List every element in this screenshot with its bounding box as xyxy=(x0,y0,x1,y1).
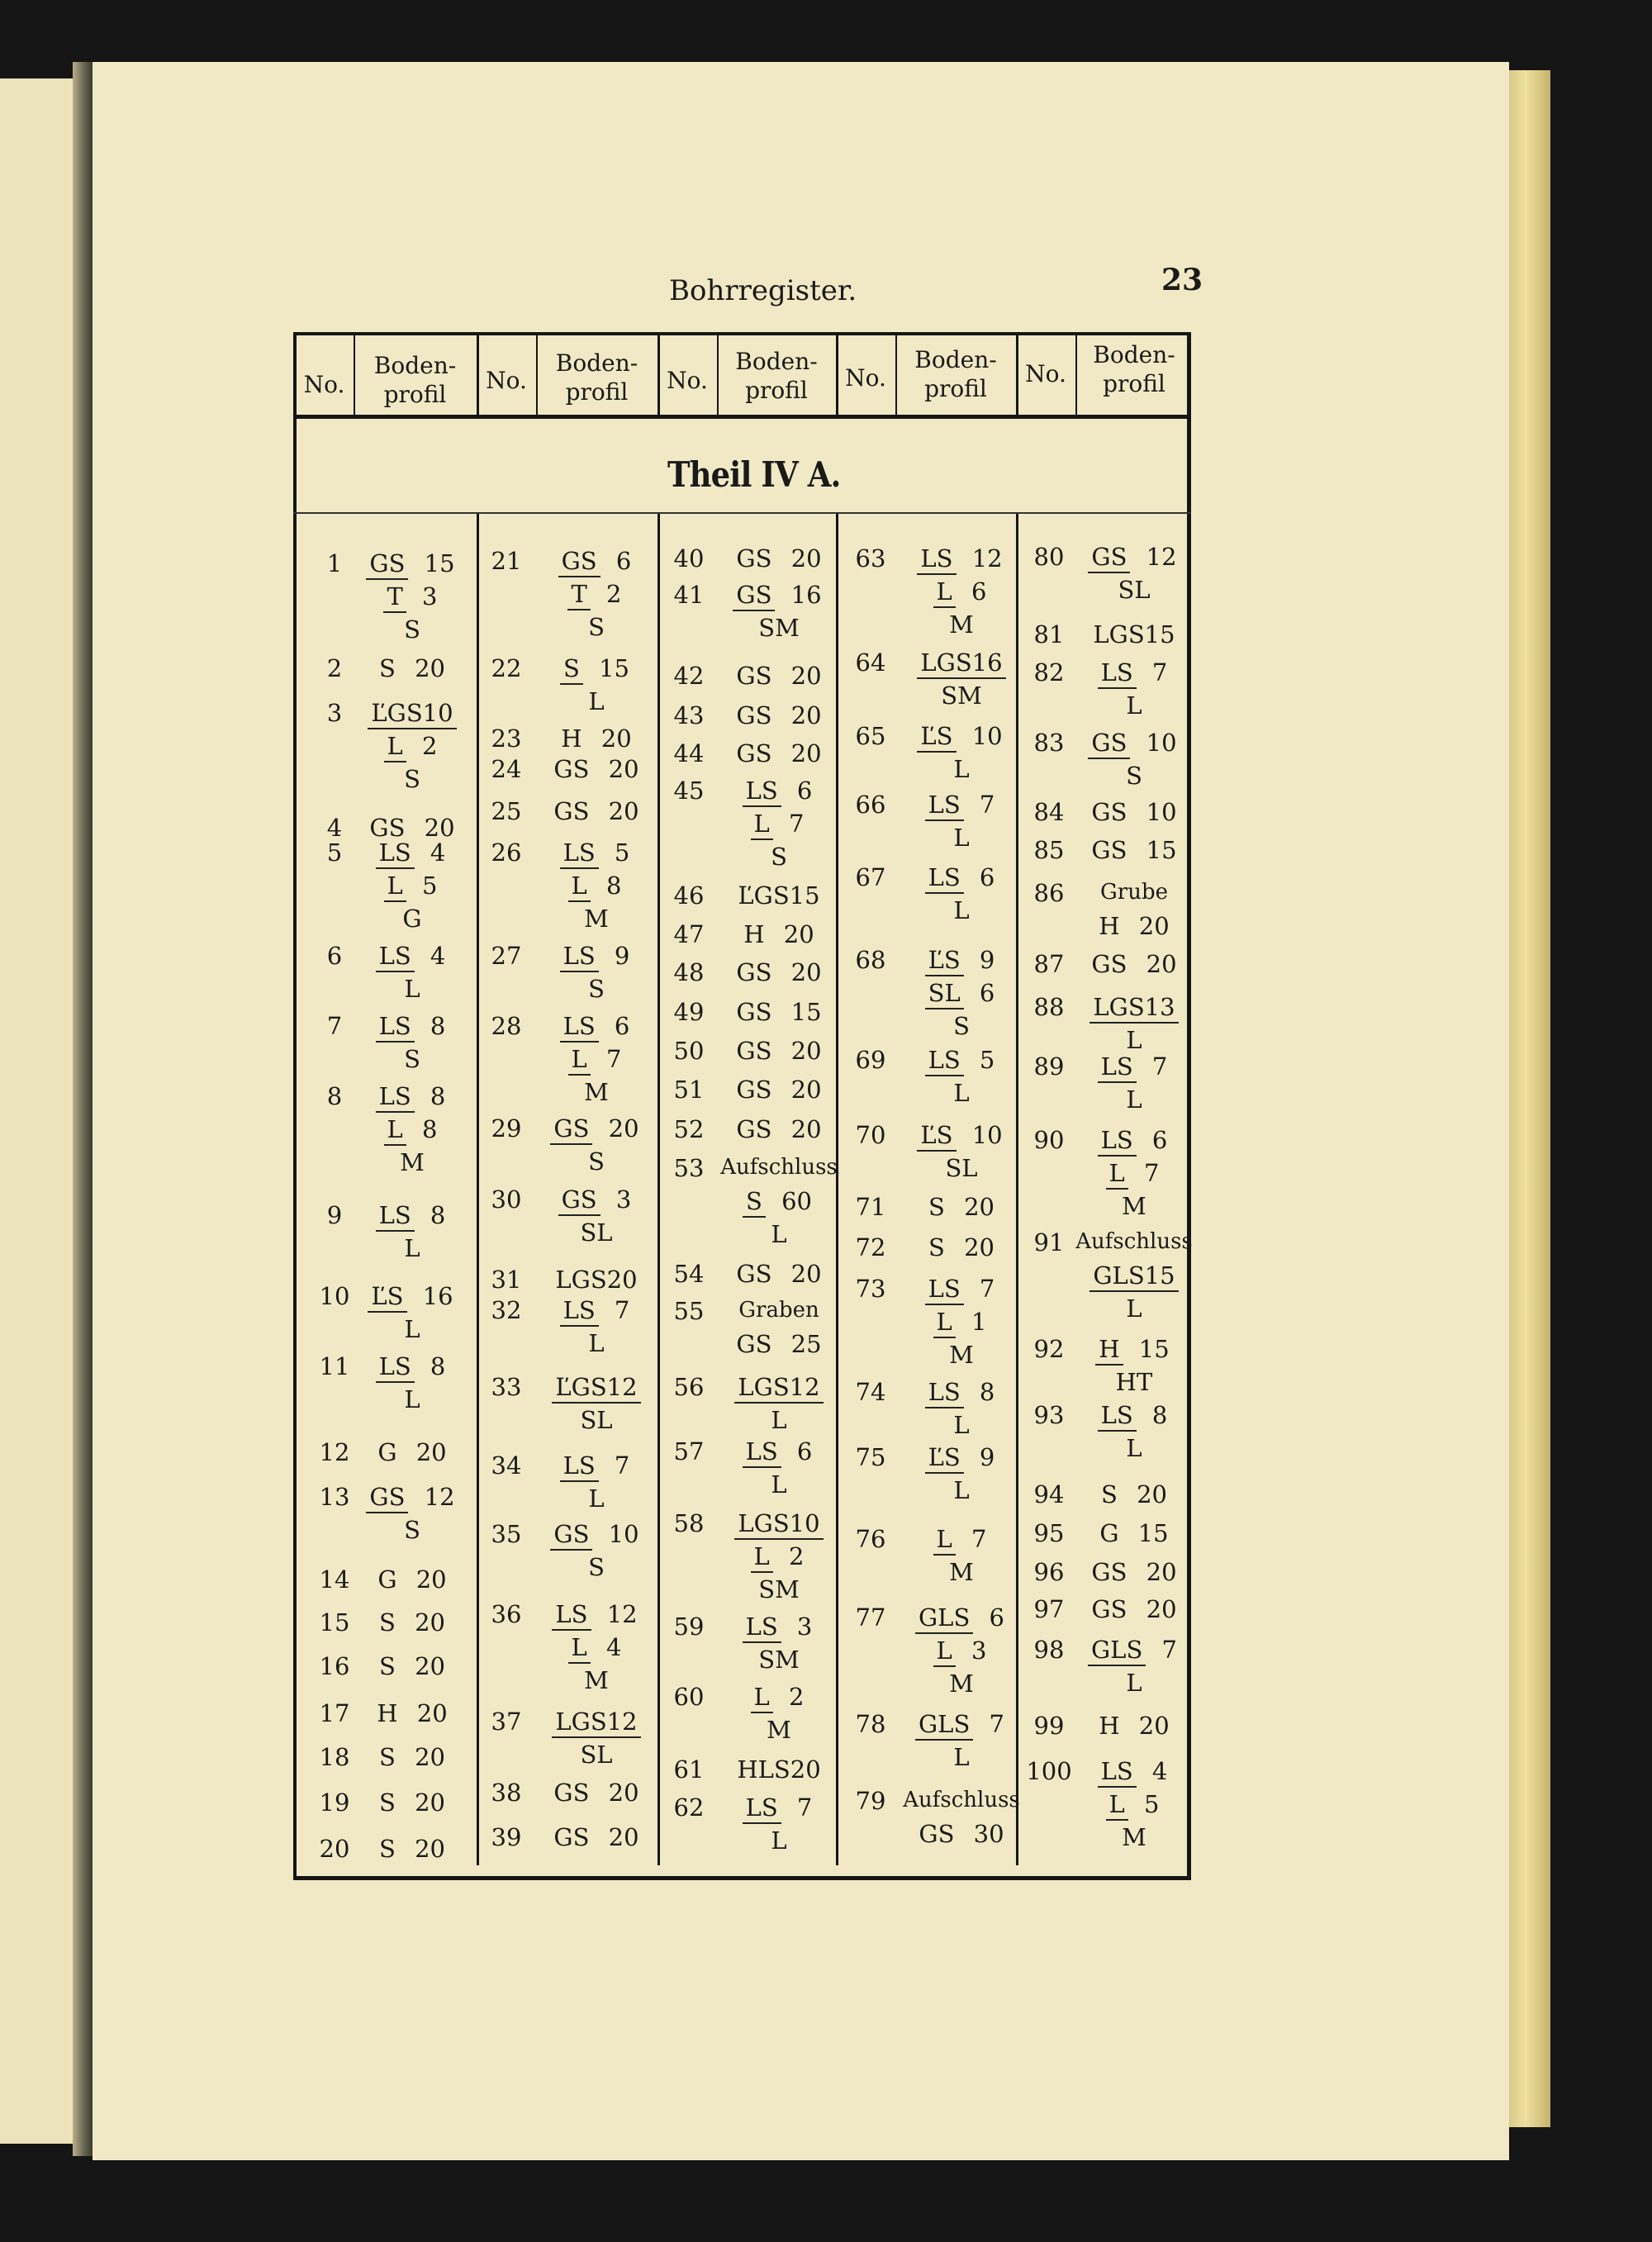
profile-layer: M xyxy=(767,1716,791,1744)
boring-number: 61 xyxy=(673,1755,705,1784)
boring-number: 99 xyxy=(1033,1712,1065,1740)
boring-number: 88 xyxy=(1033,993,1065,1021)
profile-layer: M xyxy=(949,1341,974,1369)
profile-layer: ĽS 9 xyxy=(928,1443,995,1471)
header-profil: Boden- profil xyxy=(373,352,457,408)
profile-layer: LS 8 xyxy=(928,1378,995,1406)
profile-layer: L 7 xyxy=(753,810,805,838)
profile-layer: H 20 xyxy=(743,920,814,948)
profile-layer: LS 7 xyxy=(1100,658,1168,686)
boring-number: 16 xyxy=(319,1652,350,1680)
profile-layer: LS 6 xyxy=(928,863,995,891)
profile-layer: LS 6 xyxy=(1100,1126,1168,1154)
profile-layer: M xyxy=(584,1666,609,1694)
boring-number: 75 xyxy=(855,1443,886,1471)
boring-number: 96 xyxy=(1033,1558,1065,1586)
profile-layer: ĽGS15 xyxy=(738,881,820,910)
boring-number: 86 xyxy=(1033,879,1065,907)
header-profil: Boden- profil xyxy=(914,346,997,402)
profile-note: Aufschluss xyxy=(903,1788,1020,1812)
profile-layer: L xyxy=(1126,691,1142,720)
profile-layer: HT xyxy=(1115,1368,1153,1396)
profile-layer: L 2 xyxy=(753,1683,805,1711)
boring-number: 25 xyxy=(491,797,522,825)
boring-number: 24 xyxy=(491,755,522,783)
profile-layer: L 5 xyxy=(387,872,438,900)
boring-number: 12 xyxy=(319,1438,350,1466)
profile-layer: L 8 xyxy=(571,872,622,900)
profile-layer: SL xyxy=(580,1741,613,1769)
profile-layer: S 20 xyxy=(379,1608,445,1636)
profile-layer: S 20 xyxy=(379,654,445,682)
profile-layer: GS 20 xyxy=(736,739,822,767)
profile-layer: H 20 xyxy=(377,1699,448,1727)
boring-number: 71 xyxy=(855,1193,886,1221)
profile-layer: L xyxy=(953,755,970,783)
profile-layer: H 20 xyxy=(1099,912,1170,940)
profile-layer: LS 6 xyxy=(745,777,813,805)
section-title: Theil IV A. xyxy=(667,454,841,495)
profile-layer: L xyxy=(953,1411,970,1439)
profile-layer: L xyxy=(404,1315,420,1343)
boring-number: 13 xyxy=(319,1483,350,1511)
profile-layer: M xyxy=(1122,1823,1146,1851)
profile-layer: S xyxy=(404,765,420,793)
profile-layer: L xyxy=(953,824,970,852)
profile-note: Aufschluss xyxy=(720,1155,838,1180)
boring-number: 45 xyxy=(673,777,705,805)
boring-number: 91 xyxy=(1033,1228,1065,1256)
profile-layer: L xyxy=(588,1484,605,1513)
profile-layer: SL xyxy=(1118,576,1151,604)
profile-layer: S 20 xyxy=(379,1652,445,1680)
profile-layer: LGS12 xyxy=(738,1373,820,1401)
profile-layer: GS 20 xyxy=(1091,950,1177,978)
boring-number: 4 xyxy=(326,814,343,842)
profile-layer: S 60 xyxy=(746,1187,812,1215)
profile-layer: L xyxy=(953,1476,970,1504)
boring-number: 28 xyxy=(491,1012,522,1040)
boring-number: 90 xyxy=(1033,1126,1065,1154)
profile-layer: L 5 xyxy=(1108,1790,1160,1818)
boring-number: 29 xyxy=(491,1114,522,1142)
boring-number: 6 xyxy=(326,942,343,970)
section-rule xyxy=(293,512,1191,514)
profile-layer: ĽS 10 xyxy=(920,722,1003,750)
profile-layer: LS 7 xyxy=(563,1296,630,1324)
boring-number: 9 xyxy=(326,1201,343,1229)
page-edges xyxy=(1509,70,1550,2127)
boring-number: 64 xyxy=(855,648,886,677)
profile-layer: S xyxy=(1126,762,1142,790)
boring-number: 77 xyxy=(855,1603,886,1632)
profile-layer: M xyxy=(949,1558,974,1586)
boring-number: 3 xyxy=(326,699,343,727)
profile-layer: LGS13 xyxy=(1093,993,1175,1021)
profile-layer: L xyxy=(1126,1669,1142,1697)
profile-layer: GS 12 xyxy=(369,1483,455,1511)
boring-number: 37 xyxy=(491,1708,522,1736)
profile-layer: L 1 xyxy=(936,1308,987,1336)
profile-layer: L xyxy=(404,1385,420,1413)
profile-layer: L xyxy=(771,1406,787,1434)
profile-layer: M xyxy=(400,1148,425,1176)
profile-layer: GS 10 xyxy=(553,1520,639,1548)
boring-number: 17 xyxy=(319,1699,350,1727)
boring-number: 97 xyxy=(1033,1595,1065,1623)
header-profil: Boden- profil xyxy=(555,349,638,406)
profile-layer: LS 7 xyxy=(928,1275,995,1303)
left-page-edge xyxy=(0,78,76,2144)
profile-layer: GS 20 xyxy=(553,1823,639,1851)
profile-layer: L 7 xyxy=(571,1045,622,1073)
profile-layer: S xyxy=(588,613,605,641)
profile-layer: SM xyxy=(758,614,800,642)
profile-layer: LGS10 xyxy=(738,1509,820,1537)
profile-layer: L xyxy=(953,1743,970,1771)
profile-layer: LS 5 xyxy=(563,838,630,867)
boring-number: 59 xyxy=(673,1613,705,1641)
boring-number: 30 xyxy=(491,1185,522,1214)
boring-number: 15 xyxy=(319,1608,350,1636)
header-no: No. xyxy=(667,367,708,394)
header-no: No. xyxy=(845,364,886,392)
boring-number: 14 xyxy=(319,1565,350,1594)
boring-number: 73 xyxy=(855,1275,886,1303)
profile-layer: GS 20 xyxy=(1091,1595,1177,1623)
boring-number: 92 xyxy=(1033,1335,1065,1363)
profile-layer: L 7 xyxy=(936,1525,987,1553)
profile-layer: GS 20 xyxy=(736,701,822,729)
profile-layer: SL xyxy=(945,1154,978,1182)
profile-layer: SM xyxy=(758,1646,800,1674)
profile-layer: H 20 xyxy=(1099,1712,1170,1740)
profile-layer: L 7 xyxy=(1108,1159,1160,1187)
boring-number: 57 xyxy=(673,1437,705,1465)
profile-layer: L xyxy=(404,975,420,1003)
boring-number: 19 xyxy=(319,1788,350,1817)
profile-layer: S xyxy=(404,615,420,644)
profile-layer: L 4 xyxy=(571,1633,622,1661)
boring-number: 83 xyxy=(1033,729,1065,757)
profile-layer: ĽS 16 xyxy=(371,1282,453,1310)
boring-number: 53 xyxy=(673,1154,705,1182)
profile-layer: S xyxy=(771,843,787,871)
profile-layer: L xyxy=(771,1220,787,1248)
profile-layer: L xyxy=(771,1826,787,1855)
boring-number: 31 xyxy=(491,1266,522,1294)
profile-layer: GLS 6 xyxy=(919,1603,1004,1632)
profile-layer: S 20 xyxy=(379,1835,445,1863)
profile-layer: S 20 xyxy=(1101,1480,1167,1508)
profile-layer: GS 20 xyxy=(736,1115,822,1143)
profile-layer: LS 8 xyxy=(378,1352,446,1380)
profile-layer: LS 7 xyxy=(745,1793,813,1822)
profile-layer: LS 12 xyxy=(555,1600,638,1628)
profile-layer: LGS20 xyxy=(555,1266,638,1294)
running-title: Bohrregister. xyxy=(669,274,857,307)
profile-layer: GS 20 xyxy=(736,1037,822,1065)
boring-number: 47 xyxy=(673,920,705,948)
boring-number: 54 xyxy=(673,1260,705,1288)
boring-number: 66 xyxy=(855,791,886,819)
boring-number: 74 xyxy=(855,1378,886,1406)
boring-number: 18 xyxy=(319,1743,350,1771)
profile-layer: HLS20 xyxy=(737,1755,821,1784)
profile-layer: LS 8 xyxy=(378,1012,446,1040)
profile-layer: H 20 xyxy=(561,724,632,753)
profile-layer: GS 20 xyxy=(553,755,639,783)
boring-number: 49 xyxy=(673,998,705,1026)
profile-layer: GS 20 xyxy=(369,814,455,842)
boring-number: 43 xyxy=(673,701,705,729)
profile-layer: LGS12 xyxy=(555,1708,638,1736)
profile-layer: L xyxy=(1126,1085,1142,1114)
profile-layer: LS 5 xyxy=(928,1046,995,1074)
profile-layer: S 20 xyxy=(928,1193,995,1221)
profile-note: Graben xyxy=(738,1298,819,1323)
profile-layer: LGS15 xyxy=(1093,620,1175,648)
boring-number: 87 xyxy=(1033,950,1065,978)
profile-layer: L xyxy=(1126,1294,1142,1323)
boring-number: 46 xyxy=(673,881,705,910)
profile-layer: L xyxy=(404,1234,420,1262)
profile-layer: L xyxy=(1126,1434,1142,1462)
profile-layer: S xyxy=(404,1045,420,1073)
profile-layer: S xyxy=(588,975,605,1003)
profile-layer: GLS 7 xyxy=(1091,1636,1177,1664)
boring-number: 7 xyxy=(326,1012,343,1040)
profile-layer: GS 20 xyxy=(736,662,822,690)
profile-layer: LS 3 xyxy=(745,1613,813,1641)
boring-number: 56 xyxy=(673,1373,705,1401)
profile-layer: LS 7 xyxy=(563,1451,630,1480)
boring-number: 68 xyxy=(855,946,886,974)
profile-layer: L xyxy=(588,1329,605,1357)
header-profil: Boden- profil xyxy=(735,348,818,404)
boring-number: 2 xyxy=(326,654,343,682)
profile-note: Grube xyxy=(1100,880,1168,905)
profile-layer: L xyxy=(771,1470,787,1499)
boring-number: 89 xyxy=(1033,1052,1065,1081)
profile-layer: L 2 xyxy=(753,1542,805,1570)
boring-number: 36 xyxy=(491,1600,522,1628)
profile-layer: LS 7 xyxy=(928,791,995,819)
boring-number: 23 xyxy=(491,724,522,753)
profile-layer: G 20 xyxy=(377,1565,447,1594)
profile-layer: G xyxy=(402,905,422,933)
profile-layer: LS 8 xyxy=(378,1201,446,1229)
boring-number: 51 xyxy=(673,1076,705,1104)
profile-layer: H 15 xyxy=(1099,1335,1170,1363)
profile-layer: L 8 xyxy=(387,1115,438,1143)
profile-layer: LS 6 xyxy=(745,1437,813,1465)
boring-number: 58 xyxy=(673,1509,705,1537)
profile-layer: GS 20 xyxy=(736,958,822,986)
profile-layer: G 15 xyxy=(1099,1519,1169,1547)
profile-layer: ĽGS10 xyxy=(371,699,453,727)
profile-layer: LS 12 xyxy=(920,544,1003,572)
profile-layer: G 20 xyxy=(377,1438,447,1466)
boring-number: 1 xyxy=(326,549,343,577)
boring-number: 65 xyxy=(855,722,886,750)
profile-layer: GS 20 xyxy=(553,1114,639,1142)
boring-number: 52 xyxy=(673,1115,705,1143)
profile-layer: LS 7 xyxy=(1100,1052,1168,1081)
profile-layer: LS 4 xyxy=(1100,1757,1168,1785)
boring-number: 50 xyxy=(673,1037,705,1065)
boring-number: 72 xyxy=(855,1233,886,1261)
boring-number: 62 xyxy=(673,1793,705,1822)
profile-layer: SM xyxy=(941,682,982,710)
column-rule xyxy=(477,514,479,1865)
boring-number: 70 xyxy=(855,1121,886,1149)
profile-layer: S xyxy=(404,1516,420,1544)
boring-number: 84 xyxy=(1033,798,1065,826)
profile-layer: S 20 xyxy=(379,1788,445,1817)
boring-number: 35 xyxy=(491,1520,522,1548)
profile-layer: GS 20 xyxy=(736,1260,822,1288)
boring-number: 63 xyxy=(855,544,886,572)
profile-layer: S 15 xyxy=(563,654,629,682)
profile-layer: GS 20 xyxy=(1091,1558,1177,1586)
boring-number: 41 xyxy=(673,581,705,609)
boring-number: 44 xyxy=(673,739,705,767)
profile-layer: GS 20 xyxy=(553,797,639,825)
profile-layer: T 3 xyxy=(387,582,438,610)
profile-layer: M xyxy=(584,905,609,933)
profile-layer: S xyxy=(588,1147,605,1176)
boring-number: 78 xyxy=(855,1710,886,1738)
boring-number: 94 xyxy=(1033,1480,1065,1508)
profile-layer: L 2 xyxy=(387,732,438,760)
boring-number: 8 xyxy=(326,1082,343,1110)
profile-layer: S 20 xyxy=(928,1233,995,1261)
profile-layer: GS 25 xyxy=(736,1330,822,1358)
profile-layer: SL 6 xyxy=(928,979,995,1007)
profile-layer: SL xyxy=(580,1406,613,1434)
boring-number: 21 xyxy=(491,547,522,575)
profile-layer: L xyxy=(953,896,970,924)
profile-layer: L xyxy=(588,687,605,715)
profile-layer: LS 8 xyxy=(378,1082,446,1110)
profile-layer: GS 6 xyxy=(561,547,632,575)
profile-layer: S 20 xyxy=(379,1743,445,1771)
profile-layer: ĽS 10 xyxy=(920,1121,1003,1149)
boring-number: 34 xyxy=(491,1451,522,1480)
header-profil: Boden- profil xyxy=(1093,341,1175,397)
profile-layer: S xyxy=(953,1012,970,1040)
profile-layer: GS 30 xyxy=(919,1820,1004,1848)
profile-layer: SL xyxy=(580,1218,613,1247)
profile-note: Aufschluss xyxy=(1075,1229,1193,1254)
boring-number: 81 xyxy=(1033,620,1065,648)
profile-layer: GS 15 xyxy=(369,549,455,577)
page-number: 23 xyxy=(1161,263,1203,297)
profile-layer: L 3 xyxy=(936,1636,987,1665)
profile-layer: LS 9 xyxy=(563,942,630,970)
boring-number: 33 xyxy=(491,1373,522,1401)
boring-number: 26 xyxy=(491,838,522,867)
profile-layer: M xyxy=(1122,1192,1146,1220)
boring-number: 76 xyxy=(855,1525,886,1553)
profile-layer: GS 15 xyxy=(1091,836,1177,864)
boring-number: 39 xyxy=(491,1823,522,1851)
boring-number: 93 xyxy=(1033,1401,1065,1429)
boring-number: 38 xyxy=(491,1779,522,1807)
boring-number: 32 xyxy=(491,1296,522,1324)
profile-layer: GS 10 xyxy=(1091,798,1177,826)
profile-layer: GS 12 xyxy=(1091,543,1177,571)
profile-layer: M xyxy=(584,1078,609,1106)
boring-number: 10 xyxy=(319,1282,350,1310)
profile-layer: GS 15 xyxy=(736,998,822,1026)
boring-number: 80 xyxy=(1033,543,1065,571)
header-no: No. xyxy=(486,367,527,394)
header-no: No. xyxy=(303,371,345,398)
profile-layer: LS 4 xyxy=(378,942,446,970)
profile-layer: GS 20 xyxy=(736,544,822,572)
profile-layer: GLS15 xyxy=(1093,1261,1175,1290)
boring-number: 22 xyxy=(491,654,522,682)
boring-number: 20 xyxy=(319,1835,350,1863)
profile-layer: ĽGS12 xyxy=(555,1373,638,1401)
profile-layer: S xyxy=(588,1553,605,1581)
profile-layer: SM xyxy=(758,1575,800,1603)
boring-number: 79 xyxy=(855,1787,886,1815)
profile-layer: GS 20 xyxy=(736,1076,822,1104)
profile-layer: GLS 7 xyxy=(919,1710,1004,1738)
profile-layer: L 6 xyxy=(936,577,987,606)
profile-layer: GS 20 xyxy=(553,1779,639,1807)
boring-number: 100 xyxy=(1026,1757,1072,1785)
boring-number: 85 xyxy=(1033,836,1065,864)
profile-layer: M xyxy=(949,610,974,639)
profile-layer: GS 10 xyxy=(1091,729,1177,757)
profile-layer: GS 16 xyxy=(736,581,822,609)
boring-number: 67 xyxy=(855,863,886,891)
header-no: No. xyxy=(1025,360,1066,387)
profile-layer: LS 6 xyxy=(563,1012,630,1040)
boring-number: 55 xyxy=(673,1297,705,1325)
profile-layer: ĽS 9 xyxy=(928,946,995,974)
boring-number: 48 xyxy=(673,958,705,986)
boring-number: 27 xyxy=(491,942,522,970)
profile-layer: M xyxy=(949,1670,974,1698)
profile-layer: L xyxy=(953,1079,970,1107)
profile-layer: GS 3 xyxy=(561,1185,632,1214)
boring-number: 5 xyxy=(326,838,343,867)
profile-layer: T 2 xyxy=(571,580,622,608)
boring-number: 98 xyxy=(1033,1636,1065,1664)
boring-number: 95 xyxy=(1033,1519,1065,1547)
profile-layer: L xyxy=(1126,1026,1142,1054)
profile-layer: LS 8 xyxy=(1100,1401,1168,1429)
boring-number: 42 xyxy=(673,662,705,690)
boring-number: 60 xyxy=(673,1683,705,1711)
boring-number: 82 xyxy=(1033,658,1065,686)
profile-layer: LGS16 xyxy=(920,648,1003,677)
profile-layer: LS 4 xyxy=(378,838,446,867)
header-rule xyxy=(293,415,1191,419)
boring-number: 69 xyxy=(855,1046,886,1074)
boring-number: 40 xyxy=(673,544,705,572)
boring-number: 11 xyxy=(319,1352,350,1380)
